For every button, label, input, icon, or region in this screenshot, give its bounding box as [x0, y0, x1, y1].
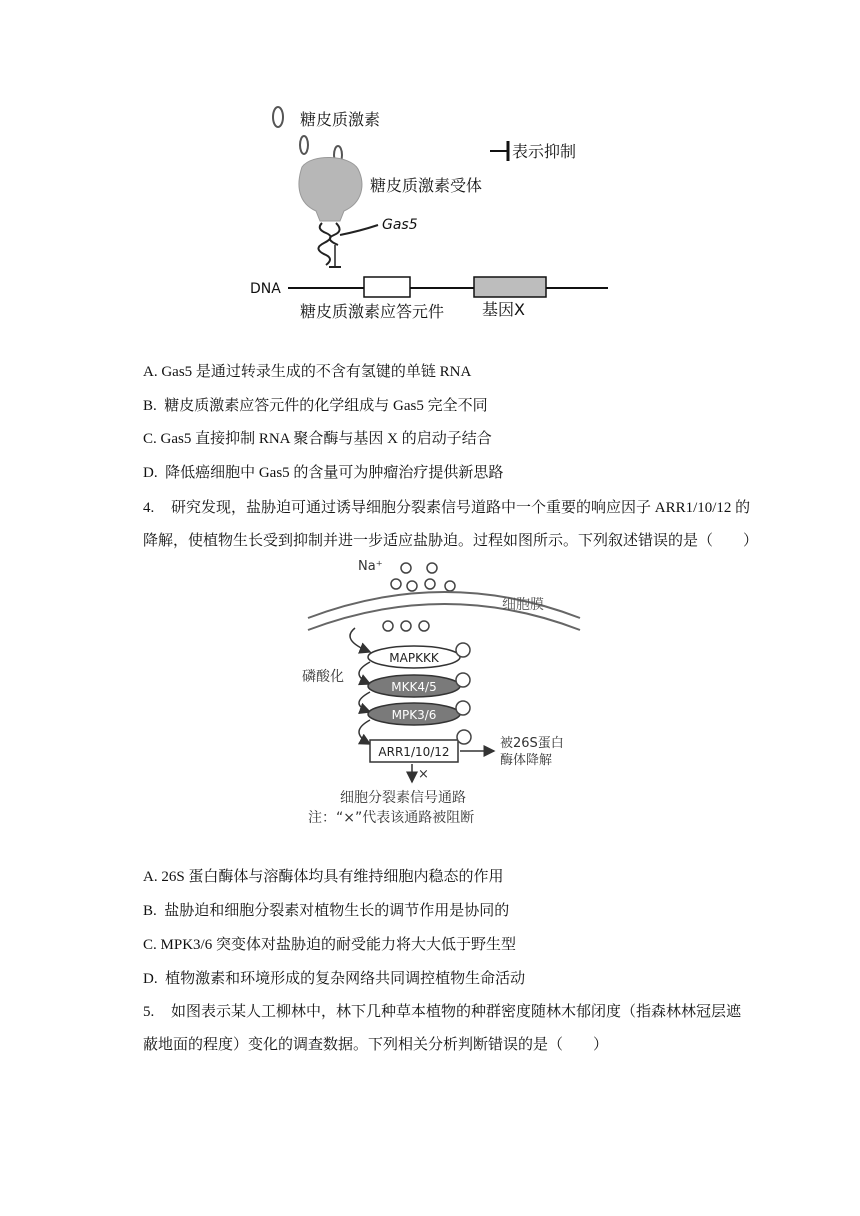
q4-option-b — [143, 901, 509, 921]
question-text: 如图表示某人工柳林中，林下几种草本植物的种群密度随林木郁闭度（指森林林冠层遮蔽地面的程度）变化的调查数据。下列相关分析判断错误的是（ ） — [143, 1004, 742, 1053]
mapkkk-label: MAPKKK — [389, 651, 439, 665]
blocked-mark: × — [418, 767, 429, 782]
dna-label: DNA — [250, 281, 281, 297]
response-element-box — [364, 277, 410, 297]
q3-option-a — [143, 362, 471, 382]
q4-option-d — [143, 969, 525, 989]
figure-1-glucocorticoid-diagram — [240, 95, 620, 325]
option-letter: D. — [143, 971, 158, 987]
option-text: 26S 蛋白酶体与溶酶体均具有维持细胞内稳态的作用 — [161, 869, 504, 885]
question-5-stem — [143, 996, 753, 1062]
mkk-label: MKK4/5 — [391, 680, 437, 694]
option-letter: C. — [143, 937, 157, 953]
option-letter: A. — [143, 364, 158, 380]
response-element-label: 糖皮质激素应答元件 — [300, 302, 445, 321]
phosphate-group — [457, 730, 471, 744]
hormone-label: 糖皮质激素 — [300, 110, 381, 129]
option-text: 盐胁迫和细胞分裂素对植物生长的调节作用是协同的 — [164, 903, 510, 919]
phosphate-group — [456, 643, 470, 657]
gene-x-box — [474, 277, 546, 297]
intracellular-ions — [383, 621, 429, 631]
phosphate-group — [456, 673, 470, 687]
hormone-molecule — [273, 107, 283, 127]
q4-option-c — [143, 935, 516, 955]
question-text: 研究发现，盐胁迫可通过诱导细胞分裂素信号道路中一个重要的响应因子 ARR1/10/12 的降解，使植物生长受到抑制并进一步适应盐胁迫。过程如图所示。下列叙述错误的是（ ） — [143, 500, 759, 549]
inhibit-legend-label: 表示抑制 — [512, 142, 577, 161]
degradation-label-1: 被26S蛋白 — [500, 736, 564, 751]
gas5-rna-strand — [318, 223, 378, 265]
gene-x-label: 基因X — [482, 300, 525, 319]
phos-arrow-3 — [359, 692, 370, 712]
question-number: 5. — [143, 1004, 155, 1020]
q3-option-d — [143, 463, 503, 483]
option-letter: A. — [143, 869, 158, 885]
option-text: MPK3/6 突变体对盐胁迫的耐受能力将大大低于野生型 — [160, 937, 516, 953]
figure-2-salt-stress-diagram — [300, 556, 590, 828]
option-text: 糖皮质激素应答元件的化学组成与 Gas5 完全不同 — [164, 398, 488, 414]
question-number: 4. — [143, 500, 155, 516]
q3-option-c — [143, 429, 492, 449]
na-ions — [391, 563, 455, 591]
phosphate-group — [456, 701, 470, 715]
question-4-stem — [143, 492, 759, 558]
q3-option-b — [143, 396, 488, 416]
mpk-label: MPK3/6 — [391, 708, 437, 722]
phosphorylation-label: 磷酸化 — [302, 669, 344, 685]
gas5-label: Gas5 — [382, 217, 418, 233]
option-letter: B. — [143, 903, 157, 919]
phos-arrow-2 — [359, 662, 370, 684]
phos-arrow-1 — [350, 628, 370, 652]
hormone-molecule — [300, 136, 308, 154]
option-text: Gas5 直接抑制 RNA 聚合酶与基因 X 的启动子结合 — [160, 431, 492, 447]
cell-membrane-label: 细胞膜 — [502, 597, 544, 613]
na-ion-label: Na⁺ — [358, 559, 383, 574]
receptor-shape — [299, 157, 362, 221]
note-label: 注：“×”代表该通路被阻断 — [308, 810, 475, 826]
receptor-label: 糖皮质激素受体 — [370, 176, 483, 195]
option-text: Gas5 是通过转录生成的不含有氢键的单链 RNA — [161, 364, 472, 380]
option-text: 降低癌细胞中 Gas5 的含量可为肿瘤治疗提供新思路 — [165, 465, 504, 481]
arr-label: ARR1/10/12 — [378, 745, 450, 759]
option-text: 植物激素和环境形成的复杂网络共同调控植物生命活动 — [165, 971, 526, 987]
option-letter: C. — [143, 431, 157, 447]
phos-arrow-4 — [359, 720, 370, 744]
option-letter: D. — [143, 465, 158, 481]
option-letter: B. — [143, 398, 157, 414]
pathway-label: 细胞分裂素信号通路 — [340, 790, 466, 806]
q4-option-a — [143, 867, 503, 887]
degradation-label-2: 酶体降解 — [500, 753, 553, 768]
